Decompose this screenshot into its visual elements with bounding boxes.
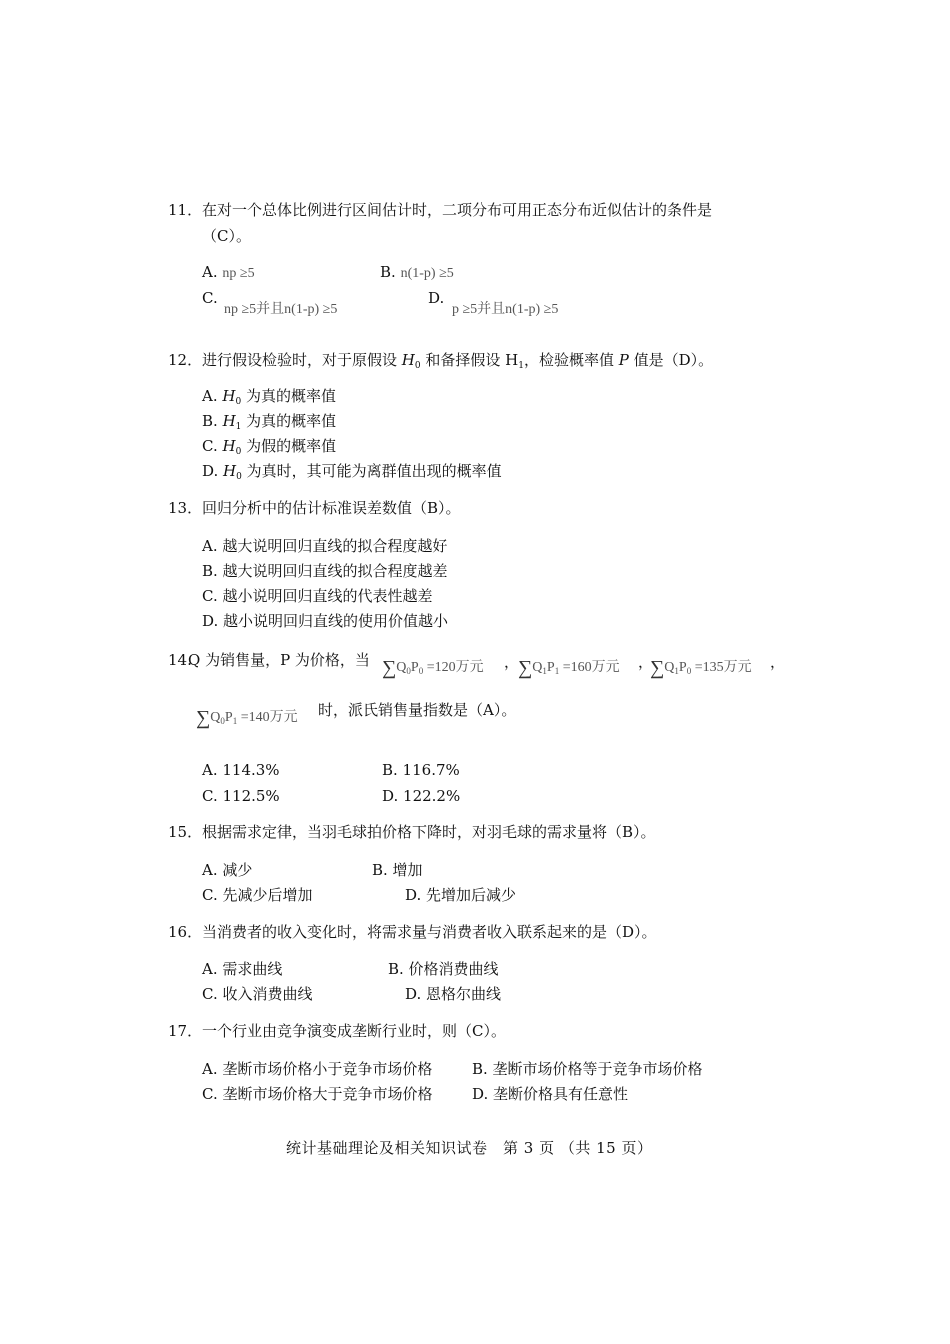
q12-option-d-label: D. <box>202 462 224 480</box>
q14-f3-p: P <box>678 660 687 675</box>
q12-option-a-sub: 0 <box>235 397 242 407</box>
q14-formula-3 <box>650 658 752 681</box>
q16-option-b: B. 价格消费曲线 <box>388 960 499 978</box>
q12-h0-subscript: 0 <box>414 361 421 371</box>
q16-option-d: D. 恩格尔曲线 <box>405 985 502 1003</box>
q12-option-c-sub: 0 <box>235 447 242 457</box>
q12-text <box>202 350 713 376</box>
q14-option-d: D. 122.2% <box>382 787 461 805</box>
q15-number: 15． <box>168 823 203 841</box>
q12-text-part2: 和备择假设 H <box>420 351 519 369</box>
q14-formula-1 <box>382 658 484 681</box>
q12-option-b-text: 为真的概率值 <box>241 412 337 430</box>
q14-f3-q-sub: 1 <box>674 666 679 676</box>
q12-option-a <box>202 386 336 412</box>
q16-option-c: C. 收入消费曲线 <box>202 985 313 1003</box>
q15-text: 根据需求定律，当羽毛球拍价格下降时，对羽毛球的需求量将（B）。 <box>202 823 656 841</box>
q14-formula-4 <box>196 708 298 731</box>
q13-option-c: C. 越小说明回归直线的代表性越差 <box>202 587 433 605</box>
q15-option-c: C. 先减少后增加 <box>202 886 313 904</box>
q12-text-part1: 进行假设检验时，对于原假设 <box>202 351 402 369</box>
sum-symbol-icon: ∑ <box>650 657 665 679</box>
q12-option-c-label: C. <box>202 437 223 455</box>
q13-option-d: D. 越小说明回归直线的使用价值越小 <box>202 612 449 630</box>
q17-option-b: B. 垄断市场价格等于竞争市场价格 <box>472 1060 703 1078</box>
q14-f1-q-sub: 0 <box>406 666 411 676</box>
q14-f1-value: =120万元 <box>423 660 484 675</box>
q14-formula-2 <box>518 658 620 681</box>
sum-symbol-icon: ∑ <box>518 657 533 679</box>
q14-f2-q-sub: 1 <box>542 666 547 676</box>
q16-option-a: A. 需求曲线 <box>202 960 283 978</box>
q17-option-d: D. 垄断价格具有任意性 <box>472 1085 629 1103</box>
q14-separator-1: ， <box>504 653 520 671</box>
q14-separator-3: ， <box>770 653 786 671</box>
q13-option-b: B. 越大说明回归直线的拟合程度越差 <box>202 562 448 580</box>
q12-option-b-label: B. <box>202 412 223 430</box>
q17-number: 17． <box>168 1022 203 1040</box>
q13-option-a: A. 越大说明回归直线的拟合程度越好 <box>202 537 448 555</box>
q16-number: 16． <box>168 923 203 941</box>
q14-f3-q: Q <box>664 660 675 675</box>
q14-f2-p-sub: 1 <box>554 666 560 676</box>
q14-f4-value: =140万元 <box>237 710 298 725</box>
q12-option-b-sub: 1 <box>235 422 242 432</box>
q14-number: 14. <box>168 651 192 669</box>
q12-h0-symbol: H <box>401 351 415 369</box>
q12-number: 12． <box>168 351 203 369</box>
q14-f4-q: Q <box>210 710 221 725</box>
q14-option-a: A. 114.3% <box>202 761 280 779</box>
q14-f2-value: =160万元 <box>559 660 620 675</box>
q14-f4-q-sub: 0 <box>220 716 225 726</box>
q17-option-c: C. 垄断市场价格大于竞争市场价格 <box>202 1085 433 1103</box>
q14-option-c: C. 112.5% <box>202 787 280 805</box>
q11-text-line2: （C）。 <box>202 227 251 245</box>
q12-option-d-sub: 0 <box>236 472 242 482</box>
q11-option-a-label: A. <box>202 263 218 281</box>
q11-number: 11． <box>168 201 203 219</box>
q14-f1-q: Q <box>396 660 407 675</box>
q13-number: 13． <box>168 499 203 517</box>
q14-f4-p: P <box>224 710 233 725</box>
q12-option-b-h: H <box>222 412 236 430</box>
q11-option-c-text: np ≥5并且n(1-p) ≥5 <box>224 302 338 317</box>
q12-option-c <box>202 436 336 462</box>
page-footer: 统计基础理论及相关知识试卷 第 3 页 （共 15 页） <box>286 1139 653 1157</box>
q17-option-a: A. 垄断市场价格小于竞争市场价格 <box>202 1060 433 1078</box>
q14-text-part2: 时，派氏销售量指数是（A）。 <box>318 701 517 719</box>
q12-text-part4: 值是（D）。 <box>628 351 714 369</box>
q12-option-c-h: H <box>222 437 236 455</box>
q14-f3-p-sub: 0 <box>686 666 692 676</box>
q11-option-a <box>202 262 255 284</box>
q14-text-part1: Q 为销售量，P 为价格，当 <box>188 651 370 669</box>
q12-p-symbol: P <box>618 351 629 369</box>
q14-f1-p-sub: 0 <box>418 666 424 676</box>
sum-symbol-icon: ∑ <box>196 707 211 729</box>
q12-option-d <box>202 461 502 487</box>
q11-option-c-label: C. <box>202 289 218 307</box>
q16-text: 当消费者的收入变化时，将需求量与消费者收入联系起来的是（D）。 <box>202 923 657 941</box>
q14-f2-p: P <box>546 660 555 675</box>
q12-text-part3: ，检验概率值 <box>523 351 619 369</box>
sum-symbol-icon: ∑ <box>382 657 397 679</box>
q15-option-a: A. 减少 <box>202 861 253 879</box>
q11-option-b-text: n(1-p) ≥5 <box>400 266 454 281</box>
q12-option-c-text: 为假的概率值 <box>241 437 337 455</box>
q12-option-b <box>202 411 336 437</box>
q11-option-d-label: D. <box>428 289 445 307</box>
q12-option-d-text: 为真时，其可能为离群值出现的概率值 <box>241 462 502 480</box>
q11-text-line1: 在对一个总体比例进行区间估计时，二项分布可用正态分布近似估计的条件是 <box>202 201 713 219</box>
q12-h1-subscript: 1 <box>518 361 524 371</box>
q14-f1-p: P <box>410 660 419 675</box>
q14-option-b: B. 116.7% <box>382 761 460 779</box>
q12-option-d-h: H <box>223 462 237 480</box>
q14-separator-2: ， <box>638 653 654 671</box>
q11-option-b-label: B. <box>380 263 396 281</box>
q12-option-a-label: A. <box>202 387 223 405</box>
q12-option-a-text: 为真的概率值 <box>241 387 336 405</box>
q11-option-a-text: np ≥5 <box>222 266 255 281</box>
q11-option-d-text: p ≥5并且n(1-p) ≥5 <box>452 302 559 317</box>
q15-option-d: D. 先增加后减少 <box>405 886 517 904</box>
q15-option-b: B. 增加 <box>372 861 423 879</box>
q14-f3-value: =135万元 <box>691 660 752 675</box>
q11-option-b <box>380 262 454 284</box>
q14-f4-p-sub: 1 <box>232 716 238 726</box>
q13-text: 回归分析中的估计标准误差数值（B）。 <box>202 499 461 517</box>
q17-text: 一个行业由竞争演变成垄断行业时，则（C）。 <box>202 1022 506 1040</box>
q14-f2-q: Q <box>532 660 543 675</box>
q12-option-a-h: H <box>222 387 236 405</box>
